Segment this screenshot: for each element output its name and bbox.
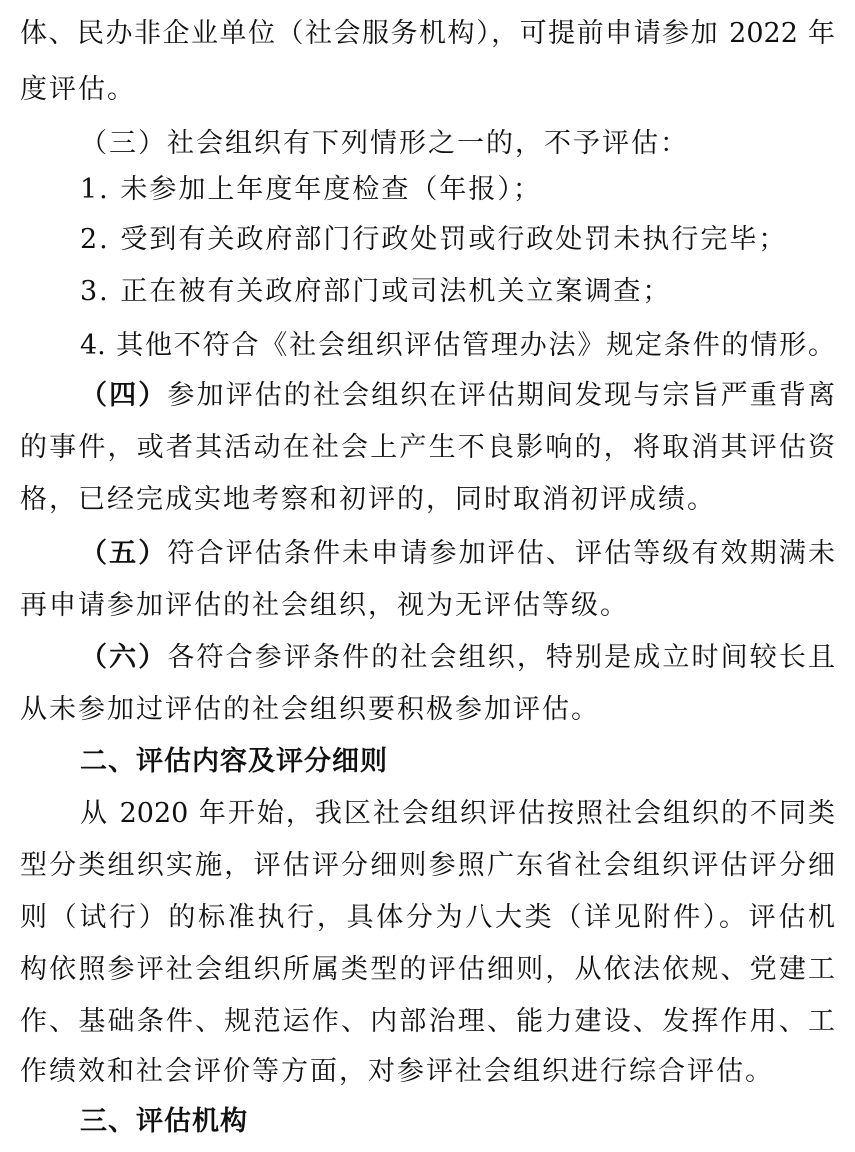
list-item-4: 4. 其他不符合《社会组织评估管理办法》规定条件的情形。 — [80, 330, 835, 361]
clause-six-line — [0, 630, 855, 686]
paragraph-line: 度评估。 — [20, 74, 136, 105]
list-item-2: 2. 受到有关政府部门行政处罚或行政处罚未执行完毕； — [80, 224, 788, 255]
clause-three: （三）社会组织有下列情形之一的，不予评估： — [80, 128, 689, 159]
paragraph-line: 的事件，或者其活动在社会上产生不良影响的，将取消其评估资 — [20, 432, 835, 463]
clause-six-text: 各符合参评条件的社会组织，特别是成立时间较长且 — [167, 642, 836, 673]
clause-five-text: 符合评估条件未申请参加评估、评估等级有效期满未 — [167, 538, 836, 569]
list-item-1: 1. 未参加上年度年度检查（年报）； — [80, 174, 542, 205]
list-item-3: 3. 正在被有关政府部门或司法机关立案调查； — [80, 276, 672, 307]
clause-five-line — [0, 526, 855, 582]
paragraph-line: 格，已经完成实地考察和初评的，同时取消初评成绩。 — [20, 484, 716, 515]
paragraph-line: 从 2020 年开始，我区社会组织评估按照社会组织的不同类 — [80, 798, 835, 829]
section-heading-two: 二、评估内容及评分细则 — [80, 746, 388, 777]
paragraph-line: 再申请参加评估的社会组织，视为无评估等级。 — [20, 590, 629, 621]
paragraph-line: 从未参加过评估的社会组织要积极参加评估。 — [20, 694, 600, 725]
paragraph-line: 作绩效和社会评价等方面，对参评社会组织进行综合评估。 — [20, 1056, 774, 1087]
paragraph-line: 构依照参评社会组织所属类型的评估细则，从依法依规、党建工 — [20, 954, 835, 985]
paragraph-line: 则（试行）的标准执行，具体分为八大类（详见附件）。评估机 — [20, 902, 835, 933]
section-heading-three: 三、评估机构 — [80, 1106, 248, 1137]
clause-five-marker: （五） — [80, 538, 168, 569]
clause-four-text: 参加评估的社会组织在评估期间发现与宗旨严重背离 — [167, 380, 836, 411]
paragraph-line: 体、民办非企业单位（社会服务机构），可提前申请参加 2022 年 — [20, 18, 835, 49]
clause-four-marker: （四） — [80, 380, 168, 411]
clause-four-line — [0, 368, 855, 424]
paragraph-line: 型分类组织实施，评估评分细则参照广东省社会组织评估评分细 — [20, 850, 835, 881]
paragraph-line: 作、基础条件、规范运作、内部治理、能力建设、发挥作用、工 — [20, 1006, 835, 1037]
clause-six-marker: （六） — [80, 642, 168, 673]
